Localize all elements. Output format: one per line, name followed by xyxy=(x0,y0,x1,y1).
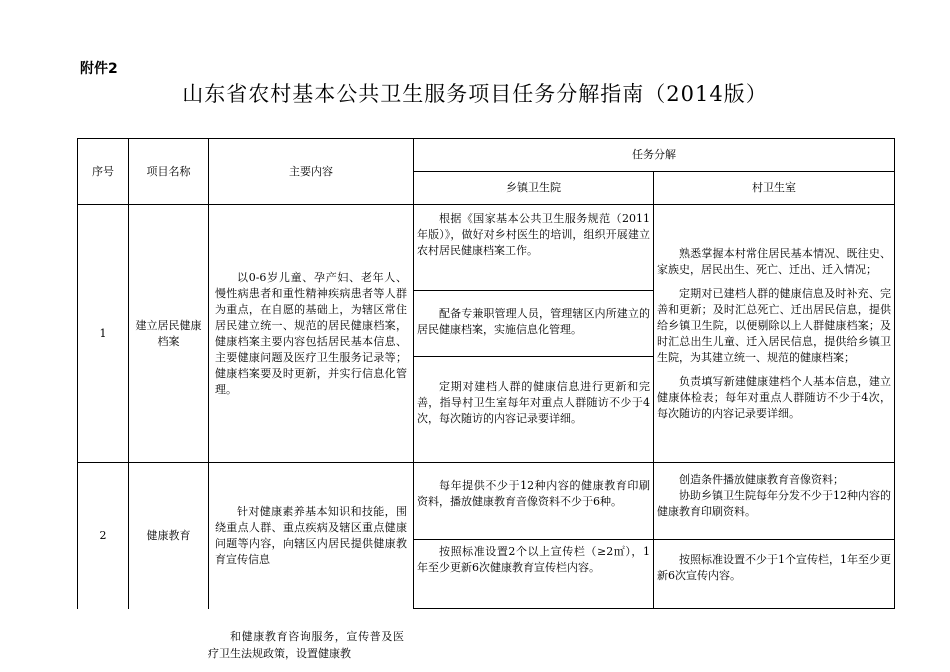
page-title: 山东省农村基本公共卫生服务项目任务分解指南（2014版） xyxy=(182,82,768,106)
row-item-name: 健康教育 xyxy=(129,463,209,609)
table-row xyxy=(78,463,895,609)
row-seq: 1 xyxy=(78,205,129,463)
header-main-content: 主要内容 xyxy=(209,139,414,205)
task-table xyxy=(77,138,895,609)
header-township: 乡镇卫生院 xyxy=(414,172,654,205)
village-task: 定期对已建档人群的健康信息及时补充、完善和更新；及时汇总死亡、迁出居民信息，提供给乡镇卫生院，以便剔除以上人群健康档案；及时汇总出生儿童、迁入居民信息，提供给乡镇卫生院，为其建立统一、规范的健康档案； xyxy=(657,286,891,364)
row-main-content: 针对健康素养基本知识和技能，围绕重点人群、重点疾病及辖区重点健康问题等内容，向辖区内居民提供健康教育宣传信息 xyxy=(209,463,414,609)
header-seq: 序号 xyxy=(78,139,129,205)
row-main-content-continued: 和健康教育咨询服务，宣传普及医疗卫生法规政策，设置健康教 xyxy=(208,630,404,660)
village-task: 创造条件播放健康教育音像资料； xyxy=(679,472,844,486)
township-task: 按照标准设置2个以上宣传栏（≥2㎡），1年至少更新6次健康教育宣传栏内容。 xyxy=(417,544,650,574)
table-row xyxy=(78,205,895,463)
row-seq: 2 xyxy=(78,463,129,609)
township-task: 每年提供不少于12种内容的健康教育印刷资料，播放健康教育音像资料不少于6种。 xyxy=(414,464,653,540)
annex-label: 附件2 xyxy=(80,61,118,77)
village-task: 协助乡镇卫生院每年分发不少于12种内容的健康教育印刷资料。 xyxy=(657,488,891,518)
row-main-content: 以0-6岁儿童、孕产妇、老年人、慢性病患者和重性精神疾病患者等人群为重点，在自愿的基础上，为辖区常住居民建立统一、规范的居民健康档案，健康档案主要内容包括居民基本信息、主要健康问题及医疗卫生服务记录等；健康档案要及时更新，并实行信息化管理。 xyxy=(209,205,414,463)
row-item-name: 建立居民健康档案 xyxy=(129,205,209,463)
township-task: 定期对建档人群的健康信息进行更新和完善，指导村卫生室每年对重点人群随访不少于4次，每次随访的内容记录要详细。 xyxy=(417,379,650,425)
village-task: 熟悉掌握本村常住居民基本情况、既往史、家族史，居民出生、死亡、迁出、迁入情况； xyxy=(657,246,891,276)
township-task: 根据《国家基本公共卫生服务规范（2011年版）》，做好对乡村医生的培训，组织开展建立农村居民健康档案工作。 xyxy=(414,206,653,291)
village-task: 负责填写新建健康建档个人基本信息，建立健康体检表；每年对重点人群随访不少于4次，每次随访的内容记录要详细。 xyxy=(657,374,891,420)
township-task: 配备专兼职管理人员，管理辖区内所建立的居民健康档案，实施信息化管理。 xyxy=(414,291,653,357)
header-task-breakdown: 任务分解 xyxy=(414,139,895,172)
village-task: 按照标准设置不少于1个宣传栏，1年至少更新6次宣传内容。 xyxy=(657,552,891,582)
header-village: 村卫生室 xyxy=(654,172,895,205)
header-item-name: 项目名称 xyxy=(129,139,209,205)
